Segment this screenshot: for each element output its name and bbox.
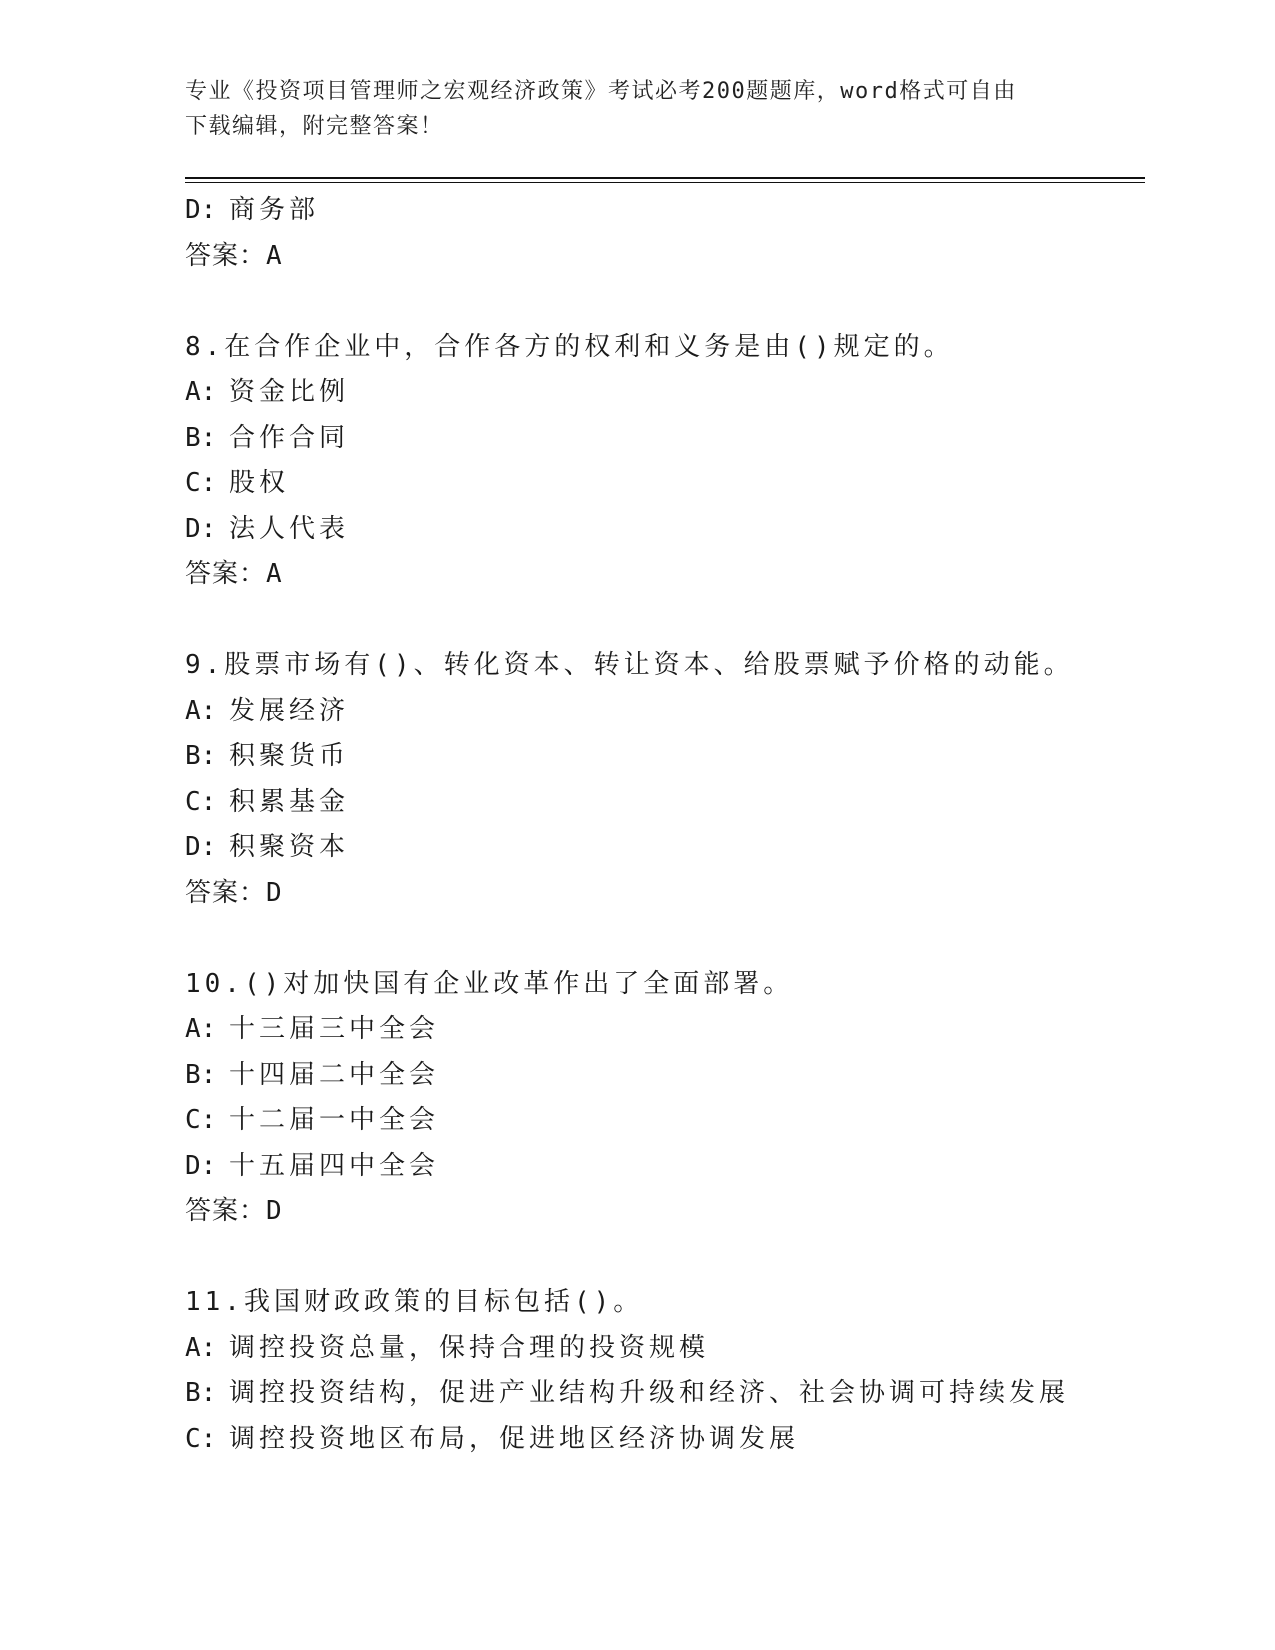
header-line-1: 专业《投资项目管理师之宏观经济政策》考试必考200题题库，word格式可自由 xyxy=(185,79,1017,104)
answer-line: 答案：D xyxy=(185,1196,283,1226)
spacer xyxy=(185,916,1145,962)
option-letter: B: xyxy=(185,1059,217,1090)
option-text: 十二届一中全会 xyxy=(229,1105,440,1135)
option-d xyxy=(185,825,1145,871)
answer-line: 答案：A xyxy=(185,559,283,589)
option-text: 调控投资结构，促进产业结构升级和经济、社会协调可持续发展 xyxy=(229,1378,1070,1408)
option-text: 合作合同 xyxy=(229,422,350,453)
option-letter: B: xyxy=(185,741,217,771)
option-letter: C: xyxy=(185,1105,217,1135)
option-letter: C: xyxy=(185,468,217,498)
question-stem: 8.在合作企业中，合作各方的权利和义务是由()规定的。 xyxy=(185,331,954,362)
option-letter: A: xyxy=(185,695,217,726)
option-letter: A: xyxy=(185,1332,217,1363)
option-text: 积聚资本 xyxy=(229,832,350,862)
option-text: 调控投资地区布局，促进地区经济协调发展 xyxy=(229,1423,800,1454)
option-d xyxy=(185,1144,1145,1190)
option-letter: C: xyxy=(185,1423,217,1454)
header-rule-thick xyxy=(185,177,1145,179)
question-stem: 11.我国财政政策的目标包括()。 xyxy=(185,1287,644,1317)
option-a xyxy=(185,1007,1145,1053)
option-a xyxy=(185,689,1145,735)
option-text: 积累基金 xyxy=(229,786,350,817)
answer-line: 答案：D xyxy=(185,877,283,908)
option-letter: A: xyxy=(185,1014,217,1044)
option-a xyxy=(185,1326,1145,1372)
option-c xyxy=(185,1417,1145,1463)
option-letter: A: xyxy=(185,377,217,407)
option-letter: B: xyxy=(185,422,217,453)
option-text: 调控投资总量，保持合理的投资规模 xyxy=(229,1332,710,1363)
option-d xyxy=(185,507,1145,553)
option-b xyxy=(185,734,1145,780)
option-c xyxy=(185,1098,1145,1144)
option-b xyxy=(185,1371,1145,1417)
option-text: 积聚货币 xyxy=(229,741,350,771)
option-b xyxy=(185,416,1145,462)
option-text: 十三届三中全会 xyxy=(229,1014,440,1044)
option-letter: C: xyxy=(185,786,217,817)
option-text: 股权 xyxy=(229,468,290,498)
option-letter: D: xyxy=(185,513,217,544)
option-text: 发展经济 xyxy=(229,695,350,726)
option-text: 商务部 xyxy=(229,195,320,225)
spacer xyxy=(185,598,1145,644)
option-letter: D: xyxy=(185,195,217,225)
option-b xyxy=(185,1053,1145,1099)
spacer xyxy=(185,1235,1145,1281)
header-line-2: 下载编辑，附完整答案！ xyxy=(185,114,444,139)
option-c xyxy=(185,461,1145,507)
option-letter: D: xyxy=(185,1150,217,1181)
answer-line: 答案：A xyxy=(185,240,283,271)
option-a xyxy=(185,370,1145,416)
question-list xyxy=(185,188,1145,1462)
option-letter: D: xyxy=(185,832,217,862)
option-text: 十五届四中全会 xyxy=(229,1150,440,1181)
option-text: 资金比例 xyxy=(229,377,350,407)
question-stem: 9.股票市场有()、转化资本、转让资本、给股票赋予价格的动能。 xyxy=(185,650,1074,680)
page-header xyxy=(185,74,1085,144)
option-d xyxy=(185,188,1145,234)
option-c xyxy=(185,780,1145,826)
option-text: 十四届二中全会 xyxy=(229,1059,440,1090)
question-stem: 10.()对加快国有企业改革作出了全面部署。 xyxy=(185,968,794,999)
option-letter: B: xyxy=(185,1378,217,1408)
spacer xyxy=(185,279,1145,325)
header-rule-thin xyxy=(185,182,1145,183)
option-text: 法人代表 xyxy=(229,513,350,544)
